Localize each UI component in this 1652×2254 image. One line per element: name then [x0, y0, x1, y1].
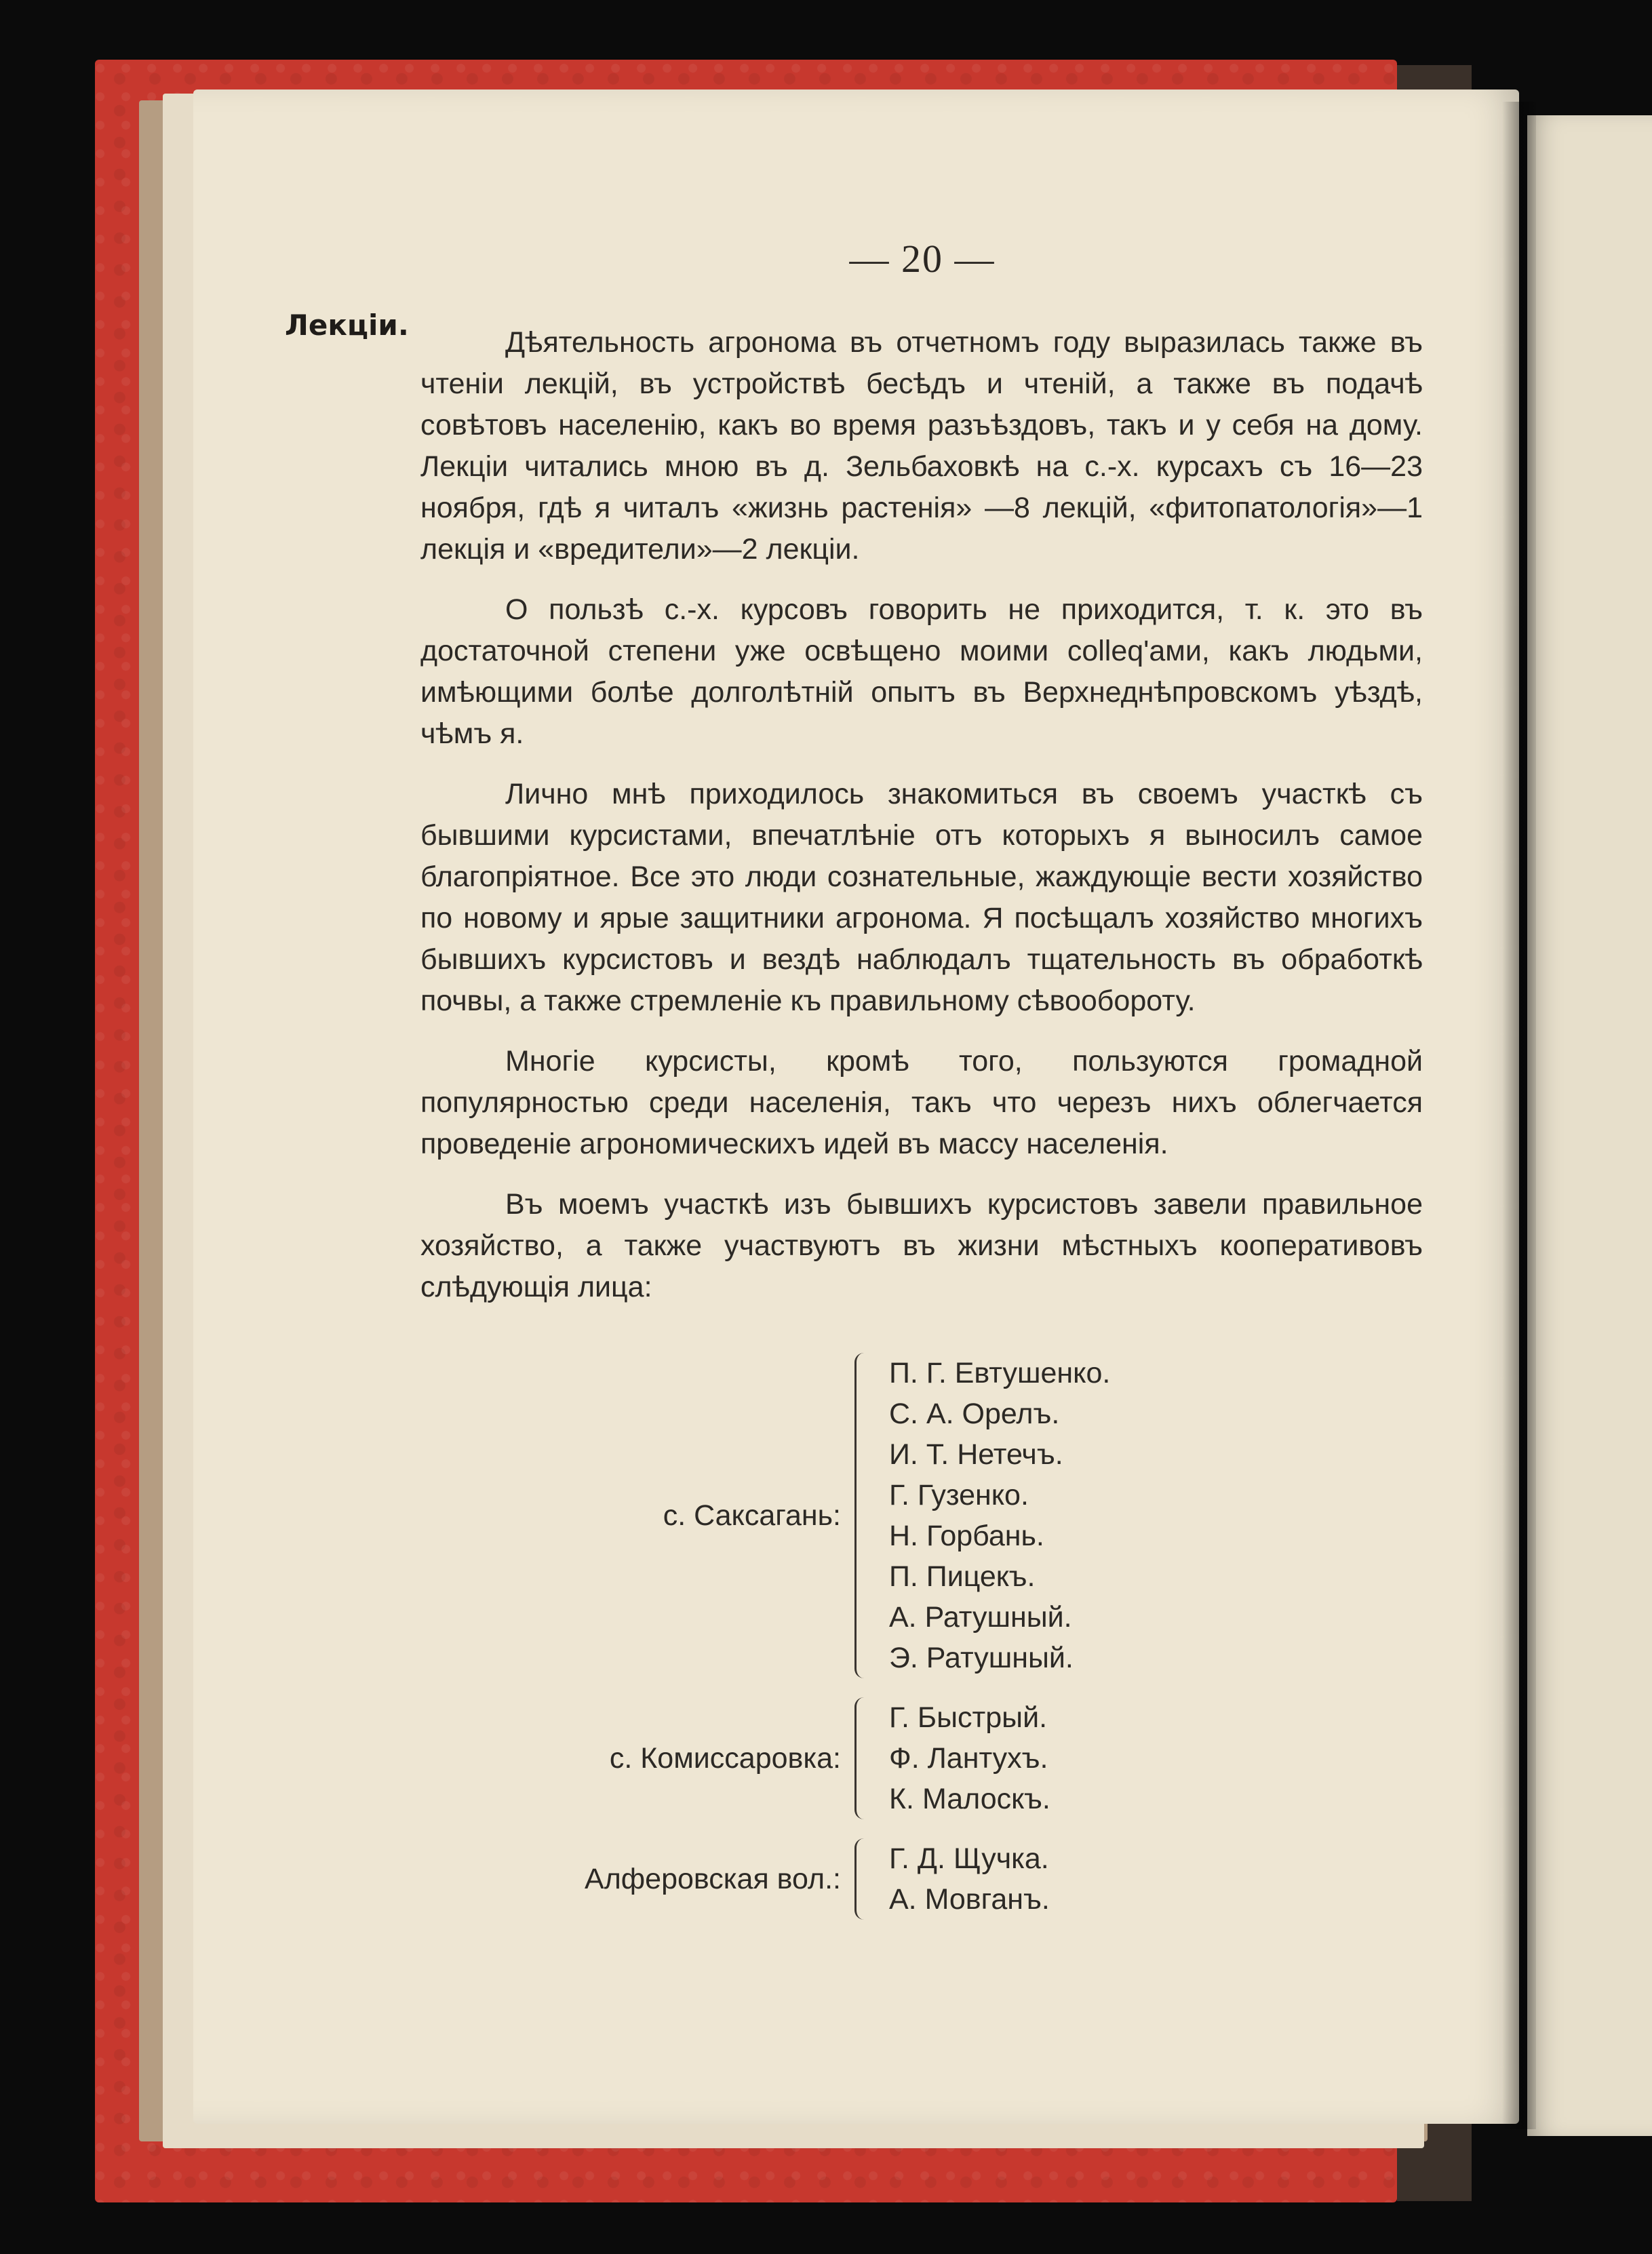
person-name: П. Пицекъ. [889, 1560, 1036, 1593]
person-name: Э. Ратушный. [889, 1642, 1074, 1674]
next-page-sliver [1527, 115, 1652, 2136]
person-name: С. А. Орелъ. [889, 1398, 1060, 1430]
paragraph: Многіе курсисты, кромѣ того, пользуются громадной популярностью среди населенія, такъ что черезъ нихъ облегчается проведеніе агрономическихъ идей въ массу населенія. [420, 1045, 1423, 1160]
paragraph: Лично мнѣ приходилось знакомиться въ своемъ участкѣ съ бывшими курсистами, впечатлѣніе отъ которыхъ я выносилъ самое благопріятное. Все это люди сознательные, жаждующіе вести хозяйство по новому и ярые защитники агронома. Я посѣщалъ хозяйство многихъ бывшихъ курсистовъ и вездѣ наблюдалъ тщательность въ обработкѣ почвы, а также стремленіе къ правильному сѣвообороту. [420, 778, 1423, 1017]
brace [854, 1838, 871, 1920]
paragraph: Въ моемъ участкѣ изъ бывшихъ курсистовъ завели правильное хозяйство, а также участвуютъ въ жизни мѣстныхъ кооперативовъ слѣдующія лица: [420, 1188, 1423, 1303]
person-name: Г. Гузенко. [889, 1479, 1029, 1511]
group-place: с. Саксагань: [663, 1499, 841, 1532]
group-komissarovka [420, 1697, 1423, 1819]
person-name: Г. Д. Щучка. [889, 1842, 1049, 1875]
person-name: Н. Горбань. [889, 1520, 1044, 1552]
group-place: с. Комиссаровка: [609, 1741, 841, 1775]
margin-heading: Лекціи. [285, 309, 409, 342]
body-text [420, 322, 1423, 1327]
paragraph: О пользѣ с.-х. курсовъ говорить не приходится, т. к. это въ достаточной степени уже освѣщено моими colleq'ами, какъ людьми, имѣющими болѣе долголѣтній опытъ въ Верхнеднѣпровскомъ уѣздѣ, чѣмъ я. [420, 593, 1423, 750]
brace [854, 1353, 871, 1678]
participants-list [420, 1353, 1423, 1939]
person-name: П. Г. Евтушенко. [889, 1357, 1111, 1389]
person-name: К. Малоскъ. [889, 1783, 1050, 1815]
paragraph: Дѣятельность агронома въ отчетномъ году выразилась также въ чтеніи лекцій, въ устройствѣ бесѣдъ и чтеній, а также въ подачѣ совѣтовъ населенію, какъ во время разъѣздовъ, такъ и у себя на дому. Лекціи читались мною въ д. Зельбаховкѣ на с.-х. курсахъ съ 16—23 ноября, гдѣ я читалъ «жизнь растенія» —8 лекцій, «фитопатологія»—1 лекція и «вредители»—2 лекціи. [420, 326, 1423, 566]
person-name: Г. Быстрый. [889, 1701, 1048, 1734]
person-name: А. Ратушный. [889, 1601, 1072, 1634]
group-names [889, 1353, 1110, 1678]
group-names [889, 1838, 1050, 1920]
spine-shadow [1502, 102, 1536, 2129]
brace [854, 1697, 871, 1819]
person-name: И. Т. Нетечъ. [889, 1438, 1063, 1471]
group-place: Алферовская вол.: [585, 1862, 841, 1895]
person-name: А. Мовганъ. [889, 1883, 1050, 1916]
group-alferovskaya [420, 1838, 1423, 1920]
group-saksagan [420, 1353, 1423, 1678]
page-number: — 20 — [849, 237, 996, 281]
group-names [889, 1697, 1050, 1819]
person-name: Ф. Лантухъ. [889, 1742, 1048, 1775]
